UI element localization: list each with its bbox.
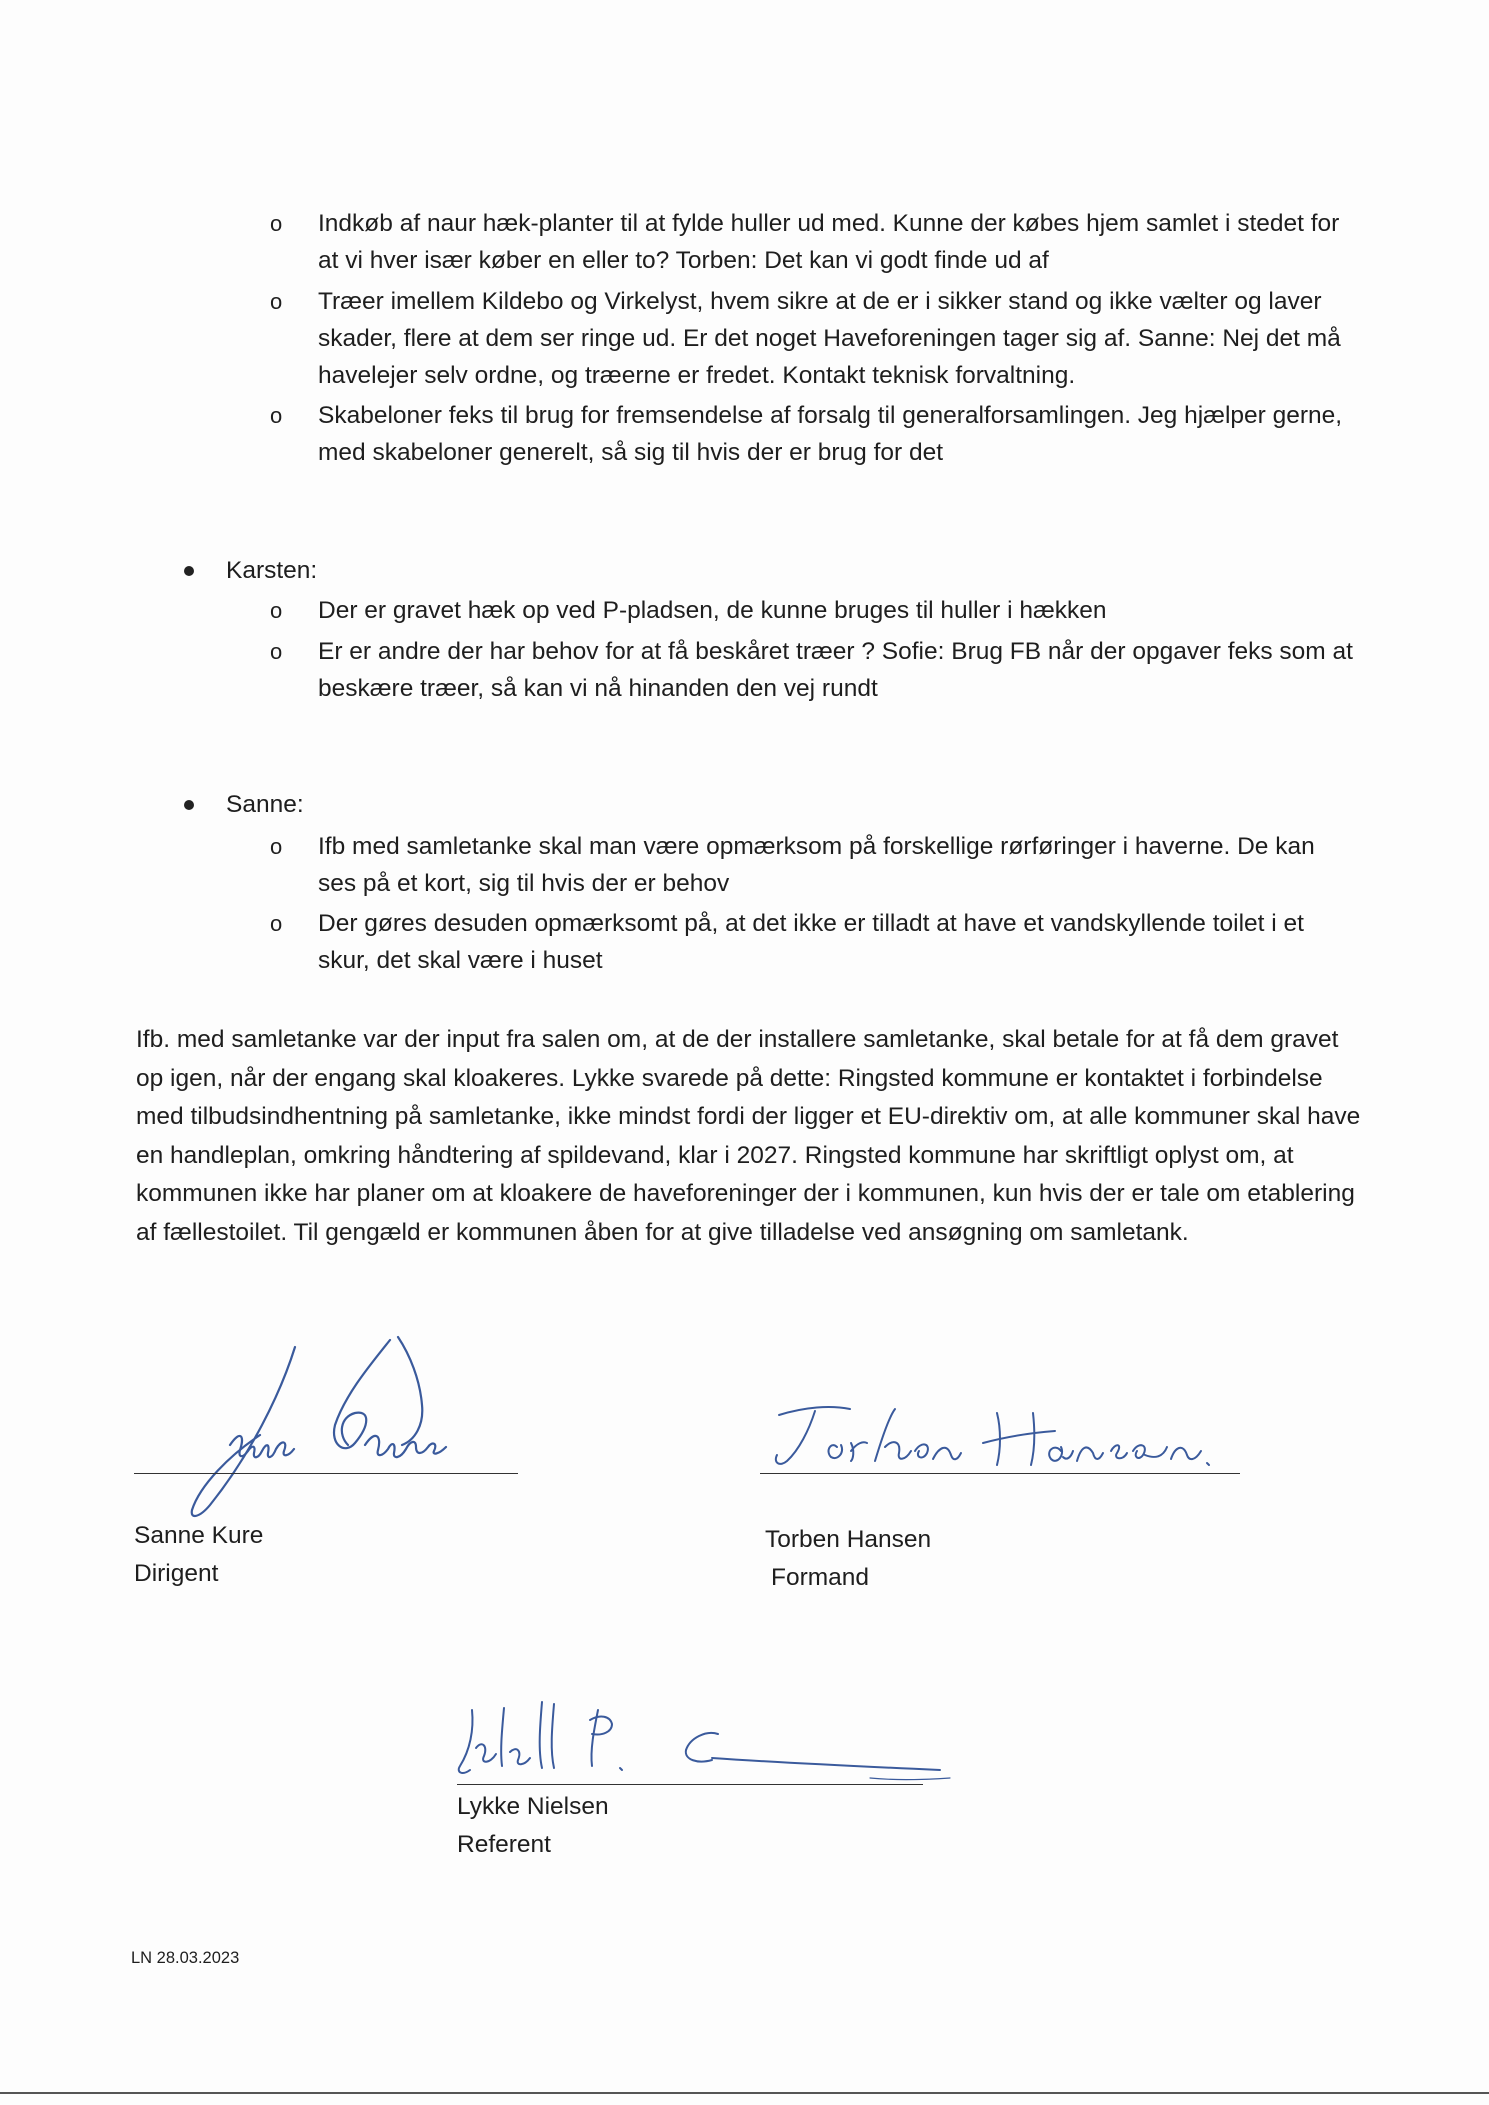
signature-line [760,1473,1240,1474]
hollow-circle-icon: o [270,639,283,664]
section-heading-karsten [184,552,318,584]
signatory-role: Formand [771,1564,870,1591]
bullet-icon [184,800,194,810]
signatory-name: Sanne Kure [134,1522,264,1549]
signatory-name: Torben Hansen [765,1526,932,1553]
section-heading-sanne [184,786,304,818]
list-item [270,283,1358,394]
hollow-circle-icon: o [270,403,283,428]
handwritten-signature-sanne [170,1335,530,1530]
list-item-text: Ifb med samletanke skal man være opmærksom på forskellige rørføringer i haverne. De kan ses på et kort, sig til hvis der er behov [318,833,1315,897]
footer-date-stamp: LN 28.03.2023 [131,1949,240,1967]
list-item [270,633,1358,707]
signature-line [457,1784,923,1785]
list-item-text: Indkøb af naur hæk-planter til at fylde huller ud med. Kunne der købes hjem samlet i stedet for at vi hver især køber en eller to? Torben: Det kan vi godt finde ud af [318,210,1340,274]
list-item [270,205,1358,279]
handwritten-signature-torben [765,1395,1265,1480]
signatory-role: Dirigent [134,1560,219,1587]
hollow-circle-icon: o [270,598,283,623]
list-item [270,905,1358,979]
list-item [270,397,1358,471]
speaker-label: Sanne: [226,791,304,818]
list-item-text: Der gøres desuden opmærksomt på, at det ikke er tilladt at have et vandskyllende toilet i et skur, det skal være i huset [318,910,1304,974]
list-item-text: Er er andre der har behov for at få beskåret træer ? Sofie: Brug FB når der opgaver feks som at beskære træer, så kan vi nå hinanden den vej rundt [318,638,1353,702]
list-item-text: Der er gravet hæk op ved P-pladsen, de kunne bruges til huller i hækken [318,597,1107,624]
hollow-circle-icon: o [270,289,283,314]
hollow-circle-icon: o [270,911,283,936]
handwritten-signature-lykke [450,1690,990,1790]
list-item-text: Skabeloner feks til brug for fremsendelse af forsalg til generalforsamlingen. Jeg hjælper gerne, med skabeloner generelt, så sig til hvis der er brug for det [318,402,1343,466]
bullet-icon [184,566,194,576]
signatory-name: Lykke Nielsen [457,1793,609,1820]
signatory-role: Referent [457,1831,551,1858]
list-item [270,592,1358,629]
signature-line [134,1473,518,1474]
list-item-text: Træer imellem Kildebo og Virkelyst, hvem sikre at de er i sikker stand og ikke vælter og laver skader, flere at dem ser ringe ud. Er det noget Haveforeningen tager sig af. Sanne: Nej det må havelejer selv ordne, og træerne er fredet. Kontakt teknisk forvaltning. [318,288,1341,389]
hollow-circle-icon: o [270,834,283,859]
speaker-label: Karsten: [226,557,318,584]
body-paragraph: Ifb. med samletanke var der input fra salen om, at de der installere samletanke, skal betale for at få dem gravet op igen, når der engang skal kloakeres. Lykke svarede på dette: Ringsted kommune er kontaktet i forbindelse med tilbudsindhentning på samletanke, ikke mindst fordi der ligger et EU-direktiv om, at alle kommuner skal have en handleplan, omkring håndtering af spildevand, klar i 2027. Ringsted kommune har skriftligt oplyst om, at kommunen ikke har planer om at kloakere de haveforeninger der i kommunen, kun hvis der er tale om etablering af fællestoilet. Til gengæld er kommunen åben for at give tilladelse ved ansøgning om samletank. [136,1026,1361,1246]
list-item [270,828,1358,902]
page-bottom-edge [0,2092,1489,2094]
hollow-circle-icon: o [270,211,283,236]
